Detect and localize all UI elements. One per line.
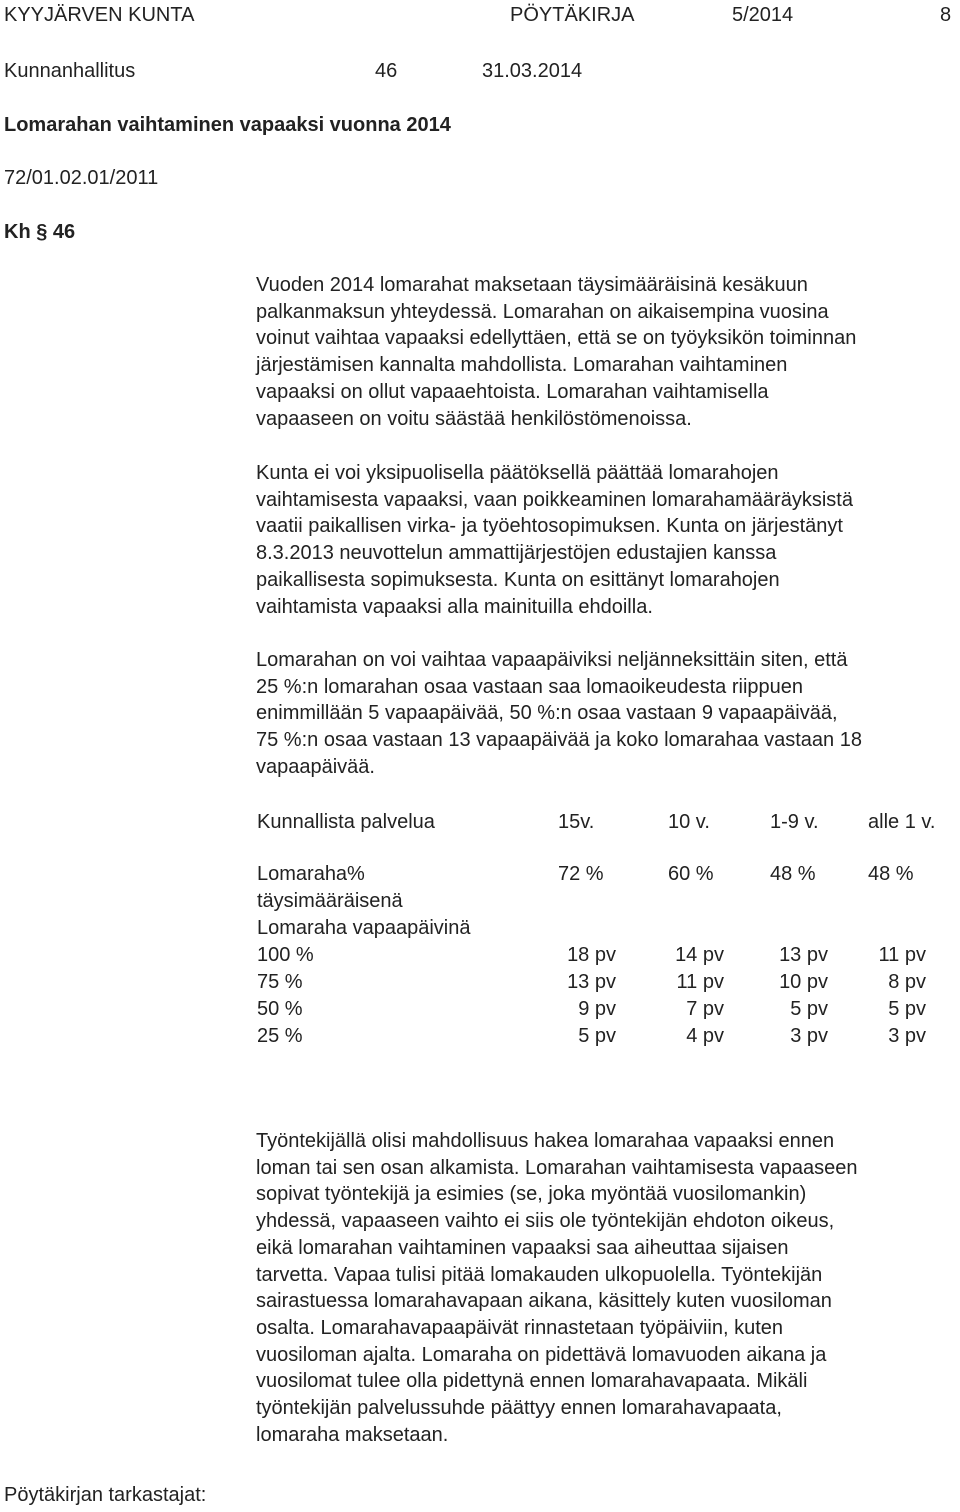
days-heading: Lomaraha vapaapäivinä <box>257 917 471 939</box>
doc-number: 5/2014 <box>732 4 794 26</box>
paragraph-line: paikallisesta sopimuksesta. Kunta on esittänyt lomarahojen <box>256 568 780 591</box>
row-label: 75 % <box>257 971 303 993</box>
paragraph-line: vaatii paikallisen virka- ja työehtosopimuksen. Kunta on järjestänyt <box>256 515 843 538</box>
table-cell: 7 pv <box>686 998 724 1020</box>
percent-value: 48 % <box>868 863 914 885</box>
paragraph-line: vuosilomat tulee olla pidettynä ennen lomarahavapaata. Mikäli <box>256 1370 808 1393</box>
paragraph-line: 75 %:n osaa vastaan 13 vapaapäivää ja koko lomarahaa vastaan 18 <box>256 729 862 752</box>
table-cell: 9 pv <box>578 998 616 1020</box>
table-cell: 13 pv <box>567 971 616 993</box>
paragraph-line: vaihtamista vapaaksi alla mainituilla ehdoilla. <box>256 595 653 618</box>
section-ref-number: 46 <box>52 221 76 243</box>
percent-value: 48 % <box>770 863 816 885</box>
paragraph-line: vuosiloman ajalta. Lomaraha on pidettävä lomavuoden aikana ja <box>256 1343 827 1366</box>
section-sign: § <box>36 221 48 243</box>
paragraph-line: lomaraha maksetaan. <box>256 1423 449 1446</box>
diary-number: 72/01.02.01/2011 <box>4 167 159 189</box>
org-name: KYYJÄRVEN KUNTA <box>4 4 195 26</box>
percent-label-cont: täysimääräisenä <box>257 890 403 912</box>
paragraph-line: sopivat työntekijä ja esimies (se, joka myöntää vuosilomankin) <box>256 1183 807 1206</box>
section-number: 46 <box>375 60 398 82</box>
paragraph-line: Kunta ei voi yksipuolisella päätöksellä päättää lomarahojen <box>256 462 779 484</box>
paragraph-line: Vuoden 2014 lomarahat maksetaan täysimääräisinä kesäkuun <box>256 274 808 296</box>
paragraph-line: Lomarahan on voi vaihtaa vapaapäiviksi neljänneksittäin siten, että <box>256 649 848 671</box>
table-cell: 14 pv <box>675 944 724 966</box>
table-cell: 13 pv <box>779 944 828 966</box>
paragraph-line: osalta. Lomarahavapaapäivät rinnastetaan työpäiviin, kuten <box>256 1316 784 1339</box>
table-cell: 3 pv <box>888 1025 926 1047</box>
paragraph-line: vapaapäivää. <box>256 755 375 778</box>
percent-value: 72 % <box>558 863 604 885</box>
paragraph-line: voinut vaihtaa vapaaksi edellyttäen, että se on työyksikön toiminnan <box>256 327 857 350</box>
paragraph-line: tarvetta. Vapaa tulisi pitää lomakauden ulkopuolella. Työntekijän <box>256 1263 823 1286</box>
paragraph-line: eikä lomarahan vaihtaminen vapaaksi saa aiheuttaa sijaisen <box>256 1236 789 1259</box>
table-cell: 18 pv <box>567 944 616 966</box>
table-cell: 11 pv <box>676 971 724 993</box>
column-header: alle 1 v. <box>868 811 936 833</box>
table-cell: 5 pv <box>888 998 926 1020</box>
section-label: Kh <box>4 221 31 243</box>
paragraph-line: loman tai sen osan alkamista. Lomarahan vaihtamisesta vapaaseen <box>256 1156 858 1179</box>
meeting-body: Kunnanhallitus <box>4 60 136 82</box>
service-label: Kunnallista palvelua <box>257 811 435 833</box>
column-header: 15v. <box>558 811 595 833</box>
paragraph-line: sairastuessa lomarahavapaan aikana, käsittely kuten vuosiloman <box>256 1290 832 1313</box>
percent-value: 60 % <box>668 863 714 885</box>
paragraph-1 <box>256 272 956 432</box>
row-label: 25 % <box>257 1025 303 1047</box>
percent-label: Lomaraha% <box>257 863 365 885</box>
paragraph-line: 25 %:n lomarahan osaa vastaan saa lomaoikeudesta riippuen <box>256 675 804 698</box>
item-title: Lomarahan vaihtaminen vapaaksi vuonna 2014 <box>4 114 451 136</box>
paragraph-3 <box>256 647 956 781</box>
paragraph-line: vapaaksi on ollut vapaaehtoista. Lomarahan vaihtamisella <box>256 380 769 403</box>
paragraph-line: palkanmaksun yhteydessä. Lomarahan on aikaisempina vuosina <box>256 300 829 323</box>
doc-type: PÖYTÄKIRJA <box>510 4 635 26</box>
meeting-date: 31.03.2014 <box>482 60 583 82</box>
column-header: 1-9 v. <box>770 811 819 833</box>
paragraph-line: vaihtamisesta vapaaksi, vaan poikkeaminen lomarahamääräyksistä <box>256 488 853 511</box>
paragraph-line: yhdessä, vapaaseen vaihto ei siis ole työntekijän ehdoton oikeus, <box>256 1210 835 1233</box>
table-cell: 5 pv <box>790 998 828 1020</box>
section-ref <box>4 219 75 245</box>
paragraph-line: 8.3.2013 neuvottelun ammattijärjestöjen edustajien kanssa <box>256 542 777 565</box>
paragraph-line: järjestämisen kannalta mahdollista. Lomarahan vaihtaminen <box>256 354 788 377</box>
table-cell: 4 pv <box>686 1025 724 1047</box>
row-label: 50 % <box>257 998 303 1020</box>
table-cell: 5 pv <box>578 1025 616 1047</box>
row-label: 100 % <box>257 944 314 966</box>
column-header: 10 v. <box>668 811 710 833</box>
paragraph-2 <box>256 460 956 620</box>
paragraph-line: vapaaseen on voitu säästää henkilöstömenoissa. <box>256 407 692 430</box>
table-cell: 11 pv <box>878 944 926 966</box>
reviewers-label: Pöytäkirjan tarkastajat: <box>4 1484 207 1506</box>
table-cell: 8 pv <box>888 971 926 993</box>
paragraph-4 <box>256 1128 956 1448</box>
page-number: 8 <box>940 4 952 26</box>
paragraph-line: enimmillään 5 vapaapäivää, 50 %:n osaa vastaan 9 vapaapäivää, <box>256 702 838 725</box>
table-cell: 3 pv <box>790 1025 828 1047</box>
paragraph-line: Työntekijällä olisi mahdollisuus hakea lomarahaa vapaaksi ennen <box>256 1130 835 1152</box>
table-cell: 10 pv <box>779 971 828 993</box>
paragraph-line: työntekijän palvelussuhde päättyy ennen lomarahavapaata, <box>256 1397 782 1420</box>
